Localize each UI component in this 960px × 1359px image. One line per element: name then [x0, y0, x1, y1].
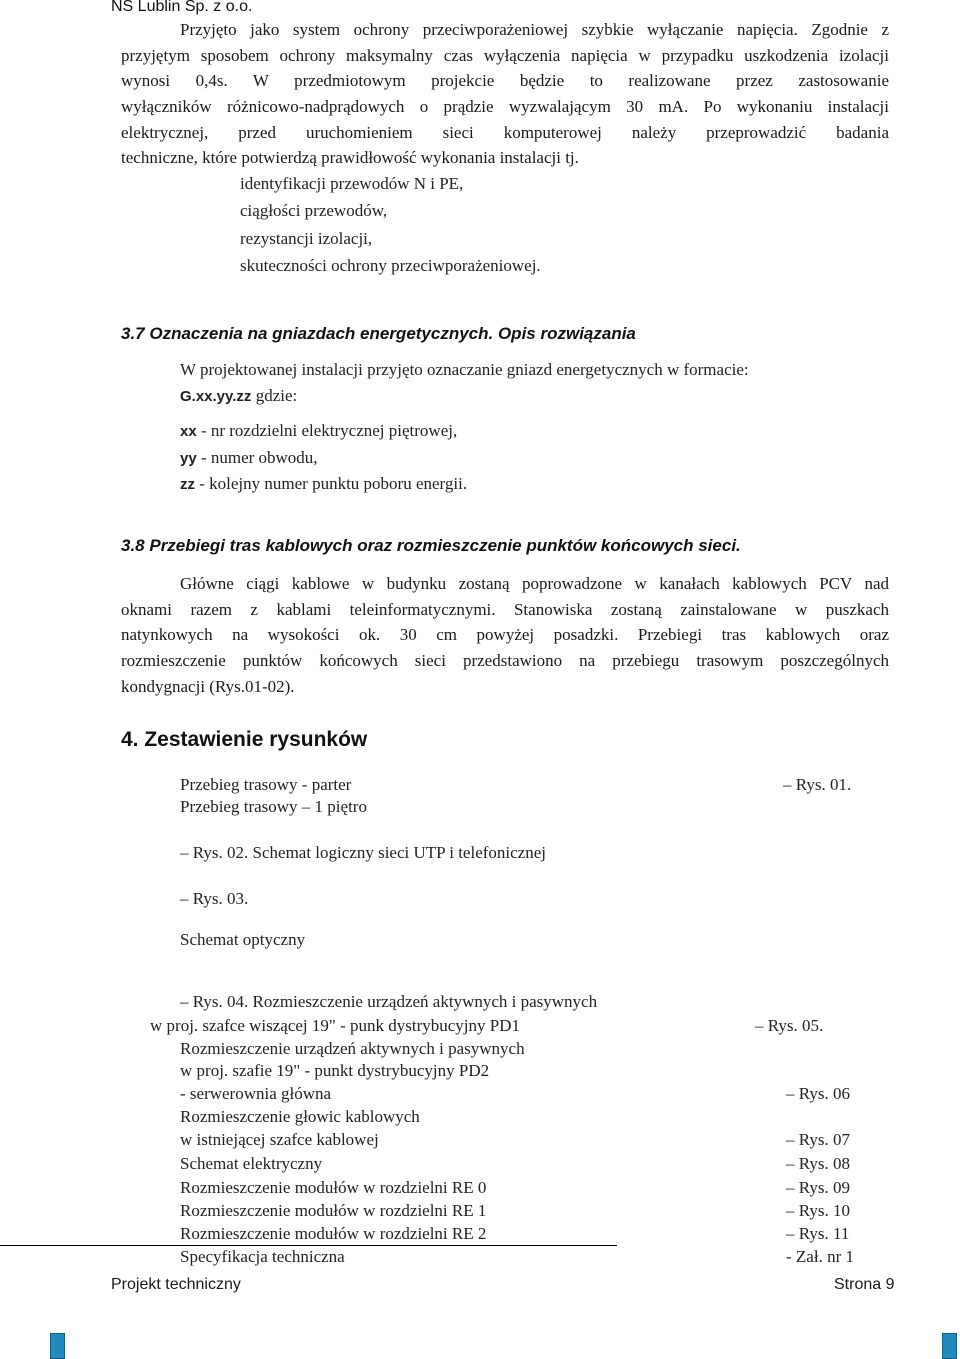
paragraph-line: Główne ciągi kablowe w budynku zostaną poprowadzone w kanałach kablowych PCV nad	[180, 574, 889, 593]
legend-text: - nr rozdzielni elektrycznej piętrowej,	[196, 421, 458, 440]
drawing-ref: – Rys. 10	[786, 1201, 851, 1220]
format-code: G.xx.yy.zz	[180, 388, 252, 405]
paragraph-line: natynkowych na wysokości ok. 30 cm powyżej posadzki. Przebiegi tras kablowych oraz	[121, 625, 889, 644]
intro-line-5: elektrycznej, przed uruchomieniem sieci komputerowej należy przeprowadzić badania	[121, 123, 889, 142]
drawing-item: w istniejącej szafce kablowej	[180, 1130, 379, 1149]
drawing-item: Schemat elektryczny	[180, 1154, 323, 1173]
drawing-item: – Rys. 02. Schemat logiczny sieci UTP i telefonicznej	[180, 843, 546, 862]
drawing-ref: – Rys. 01.	[783, 775, 852, 794]
legend-item	[180, 474, 467, 494]
intro-line-1: Przyjęto jako system ochrony przeciwporażeniowej szybkie wyłączanie napięcia. Zgodnie z	[180, 20, 889, 39]
drawing-item: Specyfikacja techniczna	[180, 1247, 345, 1266]
drawing-ref: – Rys. 05.	[755, 1016, 824, 1035]
legend-text: - kolejny numer punktu poboru energii.	[195, 474, 468, 493]
footer-page-number: Strona 9	[834, 1276, 895, 1293]
drawing-item: Rozmieszczenie głowic kablowych	[180, 1107, 420, 1126]
legend-key: xx	[180, 423, 197, 440]
drawing-ref: – Rys. 06	[786, 1084, 851, 1103]
section-3-8-heading: 3.8 Przebiegi tras kablowych oraz rozmieszczenie punktów końcowych sieci.	[121, 536, 741, 555]
drawing-item: w proj. szafce wiszącej 19" - punk dystrybucyjny PD1	[150, 1016, 520, 1035]
drawing-item: w proj. szafie 19" - punkt dystrybucyjny PD2	[180, 1061, 490, 1080]
drawing-item: - serwerownia główna	[180, 1084, 332, 1103]
drawing-ref: – Rys. 09	[786, 1178, 851, 1197]
section-3-7-intro: W projektowanej instalacji przyjęto oznaczanie gniazd energetycznych w formacie:	[180, 360, 749, 379]
list-item: rezystancji izolacji,	[240, 229, 373, 248]
section-4-heading: 4. Zestawienie rysunków	[121, 728, 368, 751]
drawing-ref: – Rys. 07	[786, 1130, 851, 1149]
legend-item	[180, 421, 457, 441]
drawing-ref: – Rys. 11	[786, 1224, 850, 1243]
list-item: identyfikacji przewodów N i PE,	[240, 174, 464, 193]
legend-item	[180, 448, 318, 468]
paragraph-line: rozmieszczenie punktów końcowych sieci przedstawiono na przebiegu trasowym poszczególnych	[121, 651, 889, 670]
drawing-ref: – Rys. 03.	[180, 889, 249, 908]
corner-square-left	[50, 1333, 65, 1359]
intro-line-6: techniczne, które potwierdzą prawidłowość wykonania instalacji tj.	[121, 148, 579, 167]
legend-key: zz	[180, 476, 195, 493]
legend-text: - numer obwodu,	[196, 448, 318, 467]
drawing-item: Rozmieszczenie modułów w rozdzielni RE 1	[180, 1201, 487, 1220]
drawing-item: Schemat optyczny	[180, 930, 306, 949]
drawing-item: Rozmieszczenie modułów w rozdzielni RE 2	[180, 1224, 487, 1243]
footer-rule	[0, 1245, 617, 1246]
drawing-item: Przebieg trasowy – 1 piętro	[180, 797, 367, 816]
paragraph-line: kondygnacji (Rys.01-02).	[121, 677, 295, 696]
paragraph-line: oknami razem z kablami teleinformatycznymi. Stanowiska zostaną zainstalowane w puszkach	[121, 600, 889, 619]
drawing-item: – Rys. 04. Rozmieszczenie urządzeń aktywnych i pasywnych	[180, 992, 598, 1011]
legend-key: yy	[180, 450, 197, 467]
intro-line-2: przyjętym sposobem ochrony maksymalny czas wyłączenia napięcia w przypadku uszkodzenia izolacji	[121, 46, 889, 65]
drawing-ref: - Zał. nr 1	[786, 1247, 854, 1266]
corner-square-right	[942, 1333, 957, 1359]
section-3-7-heading: 3.7 Oznaczenia na gniazdach energetycznych. Opis rozwiązania	[121, 324, 636, 343]
format-line	[180, 386, 297, 406]
drawing-item: Przebieg trasowy - parter	[180, 775, 352, 794]
header-company: NS Lublin Sp. z o.o.	[111, 0, 253, 15]
drawing-item: Rozmieszczenie modułów w rozdzielni RE 0	[180, 1178, 487, 1197]
intro-line-3: wynosi 0,4s. W przedmiotowym projekcie będzie to realizowane przez zastosowanie	[121, 71, 889, 90]
drawing-item: Rozmieszczenie urządzeń aktywnych i pasywnych	[180, 1039, 525, 1058]
drawing-ref: – Rys. 08	[786, 1154, 851, 1173]
list-item: skuteczności ochrony przeciwporażeniowej.	[240, 256, 541, 275]
list-item: ciągłości przewodów,	[240, 201, 388, 220]
format-suffix: gdzie:	[251, 386, 298, 405]
footer-left: Projekt techniczny	[111, 1276, 241, 1293]
intro-line-4: wyłączników różnicowo-nadprądowych o prądzie wyzwalającym 30 mA. Po wykonaniu instalacji	[121, 97, 889, 116]
